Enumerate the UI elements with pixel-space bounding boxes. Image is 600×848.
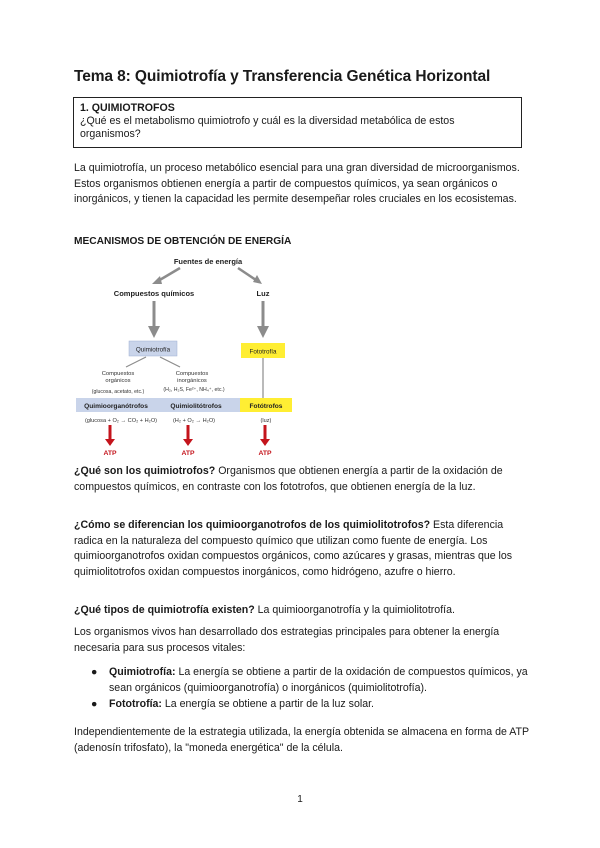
equation-light: (luz) (260, 418, 272, 424)
arrow-to-photo-head (257, 326, 269, 338)
q1-paragraph (74, 464, 529, 495)
energy-diagram (76, 254, 298, 458)
bullet-term: Quimiotrofía: (109, 666, 176, 678)
list-item: ● Quimiotrofía: La energía se obtiene a partir de la oxidación de compuestos químicos, ya sean orgánicos (quimioorganotrofía) o inorgánicos (quimiolitotrofía). (91, 666, 528, 694)
question-box-heading: 1. QUIMIOTROFOS (80, 102, 175, 114)
page-number: 1 (297, 794, 303, 805)
q3-question: ¿Qué tipos de quimiotrofía existen? (74, 604, 255, 616)
arrow-chemo-to-organic (126, 357, 146, 367)
atp-arrow-3 (260, 425, 270, 446)
strategies-paragraph: Los organismos vivos han desarrollado dos estrategias principales para obtener la energía necesaria para sus procesos vitales: (74, 626, 500, 654)
diagram-chemical-label: Compuestos químicos (113, 289, 195, 298)
atp-label-3: ATP (258, 450, 272, 457)
category-chemolithotrophs: Quimiolitótrofos (170, 403, 222, 410)
strategies-list (74, 665, 534, 714)
q2-question: ¿Cómo se diferencian los quimioorganotrofos de los quimiolitotrofos? (74, 519, 431, 531)
organic-example: (glucosa, acetato, etc.) (91, 389, 145, 395)
inorganic-example: (H₂, H₂S, Fe²⁺, NH₄⁺, etc.) (163, 387, 225, 393)
bullet-text: La energía se obtiene a partir de la oxidación de compuestos químicos, ya sean orgánicos (quimioorganotrofía) o inorgánicos (quimiolitotrofía). (109, 666, 528, 694)
arrow-to-light (238, 268, 256, 280)
intro-paragraph: La quimiotrofía, un proceso metabólico esencial para una gran diversidad de microorganismos. Estos organismos obtienen energía a partir de compuestos químicos, ya sean orgánicos o inorgánicos, y tienen la capacidad les permite desempeñar roles cruciales en los ecosistemas. (74, 162, 520, 205)
q2-paragraph (74, 518, 529, 580)
q1-answer: Organismos que obtienen energía a partir de la oxidación de compuestos químicos, en contraste con los fototrofos, que obtienen energía de la luz. (74, 465, 503, 493)
closing-paragraph: Independientemente de la estrategia utilizada, la energía obtenida se almacena en forma de ATP (adenosín trifosfato), la "moneda energética" de la célula. (74, 726, 529, 754)
q3-answer: La quimioorganotrofía y la quimiolitotrofía. (254, 604, 455, 616)
equation-organic: (glucosa + O₂ → CO₂ + H₂O) (84, 418, 158, 424)
q3-paragraph (74, 603, 529, 619)
question-box-text: ¿Qué es el metabolismo quimiotrofo y cuál es la diversidad metabólica de estos organismos? (80, 115, 455, 140)
category-chemoorganotrophs: Quimioorganótrofos (84, 403, 148, 410)
inorganic-line2: inorgánicos (177, 378, 207, 384)
bullet-term: Fototrofía: (109, 698, 162, 710)
arrow-to-chemical (158, 268, 180, 281)
chemo-box-label: Quimiotrofía (135, 346, 171, 354)
photo-box-label: Fototrofía (249, 348, 277, 356)
section-title: MECANISMOS DE OBTENCIÓN DE ENERGÍA (74, 236, 292, 247)
equation-inorganic: (H₂ + O₂ → H₂O) (172, 418, 216, 424)
bullet-text: La energía se obtiene a partir de la luz solar. (161, 698, 374, 710)
question-box (73, 97, 522, 148)
arrow-head-chemical (152, 276, 162, 284)
page-title: Tema 8: Quimiotrofía y Transferencia Genética Horizontal (74, 68, 491, 85)
atp-label-2: ATP (181, 450, 195, 457)
atp-label-1: ATP (103, 450, 117, 457)
organic-line1: Compuestos (101, 371, 135, 377)
arrow-to-chemo-shaft (153, 301, 156, 328)
atp-arrow-2 (183, 425, 193, 446)
arrow-chemo-to-inorganic (160, 357, 180, 367)
list-item: ● Fototrofía: La energía se obtiene a partir de la luz solar. (91, 698, 374, 710)
diagram-top-label: Fuentes de energía (173, 257, 243, 266)
organic-line2: orgánicos (105, 378, 131, 384)
atp-arrow-1 (105, 425, 115, 446)
q1-question: ¿Qué son los quimiotrofos? (74, 465, 216, 477)
category-phototrophs: Fotótrofos (249, 403, 283, 410)
inorganic-line1: Compuestos (175, 371, 209, 377)
arrow-to-chemo-head (148, 326, 160, 338)
diagram-light-label: Luz (256, 289, 270, 298)
q2-answer: Esta diferencia radica en la naturaleza del compuesto químico que utilizan como fuente de energía. Los quimioorganotrofos oxidan compuestos orgánicos, como azúcares y grasas, mientras que los quimiolitotrofos oxidan compuestos inorgánicos, como hidrógeno, azufre o hierro. (74, 519, 513, 578)
arrow-to-photo-shaft (262, 301, 265, 328)
